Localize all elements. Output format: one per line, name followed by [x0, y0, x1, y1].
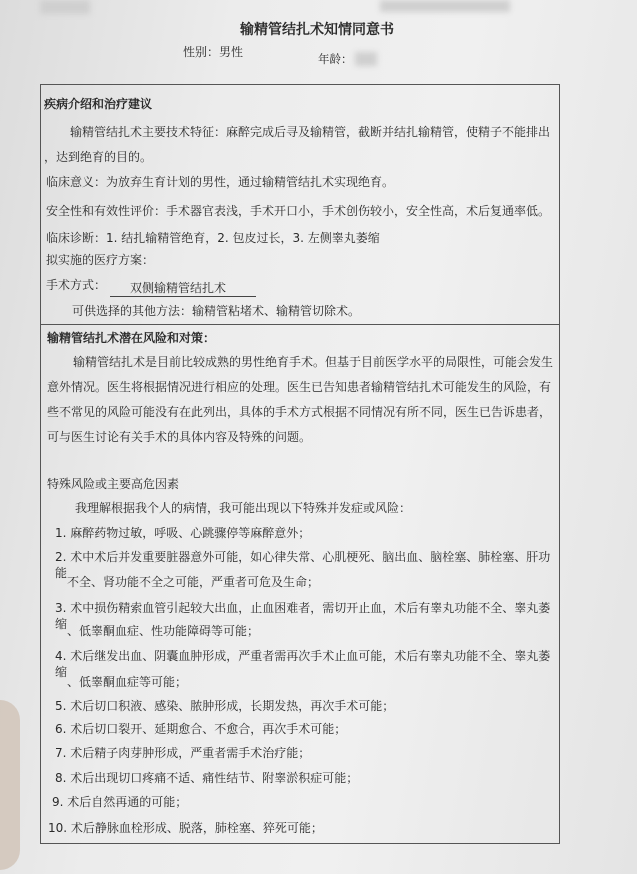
finger	[0, 700, 20, 870]
surgery-value: 双侧输精管结扎术	[110, 280, 256, 297]
paragraph-line: 临床意义：为放弃生育计划的男性，通过输精管结扎术实现绝育。	[46, 175, 395, 189]
risk-item: 3. 术中损伤精索血管引起较大出血，止血困难者，需切开止血，术后有睾丸功能不全、睾丸萎缩	[55, 601, 551, 631]
risk-item: 7. 术后精子肉芽肿形成，严重者需手术治疗能；	[55, 746, 311, 760]
section-heading: 疾病介绍和治疗建议	[44, 97, 153, 111]
paragraph-line: ，达到绝育的目的。	[44, 150, 153, 164]
document-title: 输精管结扎术知情同意书	[240, 22, 394, 38]
risk-item: 6. 术后切口裂开、延期愈合、不愈合，再次手术可能；	[55, 722, 347, 736]
paragraph-line: 输精管结扎术是目前比较成熟的男性绝育手术。但基于目前医学水平的局限性，可能会发生	[73, 355, 554, 369]
paragraph-line: 可与医生讨论有关手术的具体内容及特殊的问题。	[47, 430, 312, 444]
risk-item: 2. 术中术后并发重要脏器意外可能，如心律失常、心肌梗死、脑出血、脑栓塞、肺栓塞、肝功能	[55, 550, 551, 580]
paragraph-line: 拟实施的医疗方案：	[46, 253, 155, 267]
redacted-header-right	[380, 0, 510, 12]
risk-item: 9. 术后自然再通的可能；	[52, 795, 188, 809]
section-heading: 输精管结扎术潜在风险和对策：	[47, 331, 216, 345]
risk-item: 、低睾酮血症等可能；	[67, 675, 188, 689]
redacted-age	[355, 52, 377, 66]
risk-item: 不全、肾功能不全之可能，严重者可危及生命；	[67, 575, 320, 589]
paragraph-line: 些不常见的风险可能没有在此列出，具体的手术方式根据不同情况有所不同，医生已告诉患者，	[47, 405, 552, 419]
risk-item: 8. 术后出现切口疼痛不适、痛性结节、附睾淤积症可能；	[55, 771, 359, 785]
risk-item: 10. 术后静脉血栓形成、脱落，肺栓塞、猝死可能；	[48, 821, 323, 835]
section-heading: 特殊风险或主要高危因素	[47, 477, 180, 491]
section-divider	[40, 324, 560, 325]
risk-item: 5. 术后切口积液、感染、脓肿形成，长期发热，再次手术可能；	[55, 699, 395, 713]
paragraph-line: 临床诊断：1. 结扎输精管绝育，2. 包皮过长，3. 左侧睾丸萎缩	[46, 231, 380, 245]
paragraph-line: 输精管结扎术主要技术特征：麻醉完成后寻及输精管，截断并结扎输精管，使精子不能排出	[70, 125, 551, 139]
age-field: 年龄：	[318, 52, 353, 66]
gender-field: 性别：男性	[183, 45, 244, 59]
risk-item: 4. 术后继发出血、阴囊血肿形成，严重者需再次手术止血可能，术后有睾丸功能不全、睾丸萎缩	[55, 649, 551, 679]
risk-item: 1. 麻醉药物过敏，呼吸、心跳骤停等麻醉意外；	[55, 526, 311, 540]
risk-item: 、低睾酮血症、性功能障碍等可能；	[67, 624, 260, 638]
intro-line: 我理解根据我个人的病情，我可能出现以下特殊并发症或风险：	[75, 501, 412, 515]
paragraph-line: 意外情况。医生将根据情况进行相应的处理。医生已告知患者输精管结扎术可能发生的风险，有	[47, 380, 552, 394]
paragraph-line: 安全性和有效性评价：手术器官表浅，手术开口小，手术创伤较小，安全性高，术后复通率低。	[46, 204, 551, 218]
alternatives-line: 可供选择的其他方法：输精管粘堵术、输精管切除术。	[72, 304, 361, 318]
redacted-header-left	[40, 0, 90, 14]
surgery-label: 手术方式：	[46, 278, 107, 292]
